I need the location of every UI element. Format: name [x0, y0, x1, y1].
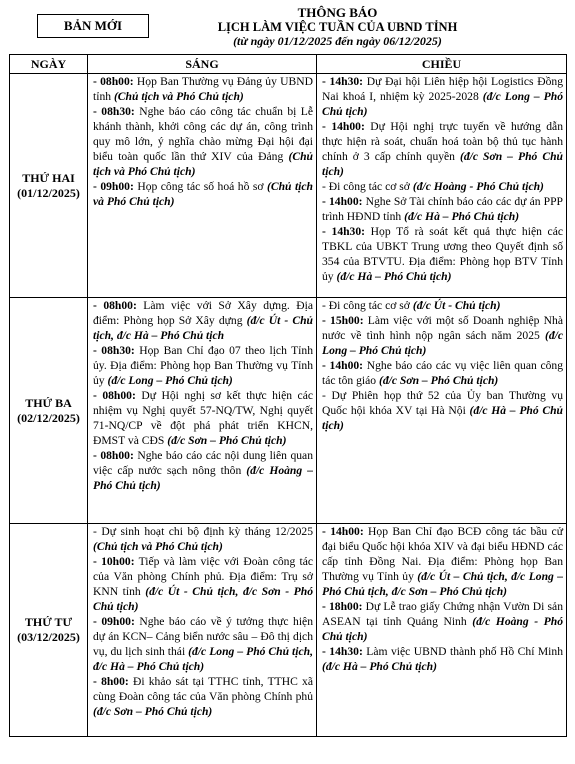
schedule-entry	[93, 614, 313, 674]
morning-cell	[88, 524, 317, 737]
schedule-entry	[93, 104, 313, 179]
new-version-badge: BẢN MỚI	[37, 14, 149, 38]
entry-attendees: (đ/c Út - Chủ tịch)	[412, 299, 501, 312]
document-title-block	[150, 6, 525, 48]
schedule-entry	[322, 224, 563, 284]
entry-time: - 08h00:	[93, 449, 134, 462]
entry-text: Dự Hội nghị sơ kết thực hiện các nhiệm vụ Nghị quyết 57-NQ/TW, Nghị quyết 71-NQ/CP về đột phá phát triển KHCN, ĐMST và CĐS	[93, 389, 313, 447]
entry-text: Nghe báo cáo các vụ việc liên quan công tác tôn giáo	[322, 359, 563, 387]
entry-attendees: (đ/c Út - Chủ tịch, đ/c Sơn - Phó Chủ tịch)	[93, 585, 314, 613]
document-subtitle: LỊCH LÀM VIỆC TUẦN CỦA UBND TỈNH	[217, 20, 458, 34]
schedule-entry	[93, 343, 313, 388]
entry-text: Dự Hội nghị trực tuyến về hướng dẫn thực hiện rà soát, chuẩn hoá toàn bộ thủ tục hành chính ở 3 cấp chính quyền	[322, 120, 563, 163]
day-name: THỨ TƯ	[24, 615, 73, 629]
entry-text: Đi khảo sát tại TTHC tỉnh, TTHC xã cùng Đoàn công tác của Văn phòng Chính phủ	[93, 675, 313, 703]
afternoon-cell	[317, 524, 567, 737]
entry-time: - 14h00:	[322, 195, 363, 208]
entry-time: - 08h30:	[93, 105, 135, 118]
entry-text: Họp Ban Chỉ đạo BCĐ công tác bầu cử đại biểu Quốc hội khóa XIV và đại biểu HĐND các cấp tỉnh Đồng Nai. Địa điểm: Phòng họp Ban Thường vụ Tỉnh ủy	[322, 525, 563, 583]
day-date: (02/12/2025)	[17, 410, 80, 425]
entry-attendees: (đ/c Út - Chủ tịch, đ/c Hà – Phó Chủ tịch	[93, 314, 313, 342]
schedule-entry	[93, 74, 313, 104]
day-name: THỨ BA	[25, 395, 72, 410]
day-cell	[10, 524, 88, 737]
entry-text: Làm việc với Sở Xây dựng. Địa điểm: Phòng họp Sở Xây dựng	[93, 299, 313, 327]
schedule-entry	[322, 179, 563, 194]
entry-time: - 08h00:	[93, 75, 134, 88]
schedule-entry	[93, 179, 313, 209]
entry-attendees: (đ/c Hà – Phó Chủ tịch)	[404, 210, 520, 223]
schedule-entry	[322, 599, 563, 644]
day-date: (03/12/2025)	[17, 630, 80, 644]
entry-time: - 08h00:	[93, 389, 136, 402]
entry-text: Họp Ban Thường vụ Đảng ủy UBND tỉnh	[93, 75, 313, 103]
entry-time: - 14h30:	[322, 645, 363, 658]
column-header-morning: SÁNG	[88, 55, 317, 74]
entry-text: Nghe báo cáo công tác chuẩn bị Lễ khánh thành, khởi công các dự án, công trình quy mô lớn, ý nghĩa chào mừng Đại hội đại biểu toàn quốc lần thứ XIV của Đảng	[93, 105, 313, 163]
entry-attendees: (đ/c Sơn – Phó Chủ tịch)	[93, 705, 213, 718]
entry-attendees: (đ/c Hà – Phó Chủ tịch)	[336, 270, 452, 283]
entry-time: - 09h00:	[93, 615, 135, 628]
document-title: THÔNG BÁO	[297, 5, 378, 20]
schedule-entry	[93, 448, 313, 493]
entry-text: - Đi công tác cơ sở	[322, 180, 413, 193]
afternoon-cell	[317, 298, 567, 524]
entry-time: - 14h00:	[322, 359, 364, 372]
day-date: (01/12/2025)	[17, 185, 80, 200]
entry-attendees: (Chủ tịch và Phó Chủ tịch)	[93, 540, 223, 553]
entry-text: - Đi công tác cơ sở	[322, 299, 413, 312]
entry-text: Nghe báo cáo các nội dung liên quan việc cấp nước sạch nông thôn	[93, 449, 313, 477]
entry-time: - 10h00:	[93, 555, 135, 568]
top-cut-edge	[0, 0, 575, 2]
schedule-body	[10, 74, 567, 737]
entry-attendees: (đ/c Long – Phó Chủ tịch)	[322, 90, 563, 118]
entry-attendees: (đ/c Hà – Phó Chủ tịch)	[322, 404, 563, 432]
schedule-table	[9, 54, 567, 737]
schedule-entry	[322, 358, 563, 388]
date-range: (từ ngày 01/12/2025 đến ngày 06/12/2025)	[233, 34, 442, 48]
entry-text: Làm việc với một số Doanh nghiệp Nhà nước về tình hình nộp ngân sách năm 2025	[322, 314, 563, 342]
entry-attendees: (đ/c Sơn – Phó Chủ tịch)	[322, 150, 563, 178]
schedule-entry	[322, 119, 563, 179]
morning-cell	[88, 298, 317, 524]
schedule-entry	[93, 298, 313, 343]
entry-attendees: (Chủ tịch và Phó Chủ tịch)	[113, 90, 244, 103]
entry-text: Họp Tổ rà soát kết quả thực hiện các TBKL của UBKT Trung ương theo Quyết định số 354 của BTVTU. Địa điểm: Phòng họp BTV Tỉnh ủy	[322, 225, 563, 283]
entry-text: Tiếp và làm việc với Đoàn công tác của Văn phòng Chính phủ. Địa điểm: Trụ sở KNN tỉnh	[93, 555, 313, 598]
entry-attendees: (đ/c Hoàng - Phó Chủ tịch)	[322, 615, 563, 643]
entry-attendees: (Chủ tịch và Phó Chủ tịch)	[93, 180, 313, 208]
entry-time: - 15h00:	[322, 314, 364, 327]
table-row	[10, 524, 567, 737]
entry-text: Dự Lễ trao giấy Chứng nhận Vườn Di sản ASEAN tại tỉnh Quảng Ninh	[322, 600, 563, 628]
schedule-entry	[322, 644, 563, 674]
entry-text: - Dự sinh hoạt chi bộ định kỳ tháng 12/2025	[93, 525, 313, 538]
day-cell	[10, 298, 88, 524]
schedule-entry	[322, 313, 563, 358]
entry-attendees: (đ/c Hà – Phó Chủ tịch)	[322, 660, 437, 673]
entry-text: Họp công tác số hoá hồ sơ	[133, 180, 267, 193]
entry-text: - Dự Phiên họp thứ 52 của Ủy ban Thường vụ Quốc hội khóa XV tại Hà Nội	[322, 389, 563, 417]
entry-time: - 14h30:	[322, 75, 364, 88]
entry-attendees: (đ/c Sơn – Phó Chủ tịch)	[167, 434, 287, 447]
entry-text: Dự Đại hội Liên hiệp hội Logistics Đồng Nai khoá I, nhiệm kỳ 2025-2028	[322, 75, 563, 103]
entry-attendees: (đ/c Hoàng - Phó Chủ tịch)	[412, 180, 544, 193]
table-row	[10, 298, 567, 524]
entry-text: Nghe Sở Tài chính báo cáo các dự án PPP trình HĐND tỉnh	[322, 195, 563, 223]
schedule-entry	[93, 388, 313, 448]
afternoon-cell	[317, 74, 567, 298]
schedule-entry	[93, 524, 313, 554]
day-cell	[10, 74, 88, 298]
entry-time: - 14h30:	[322, 225, 366, 238]
entry-attendees: (đ/c Hoàng – Phó Chủ tịch)	[93, 464, 313, 492]
schedule-entry	[322, 74, 563, 119]
entry-time: - 18h00:	[322, 600, 363, 613]
table-header-row	[10, 55, 567, 74]
column-header-day: NGÀY	[10, 55, 88, 74]
morning-cell	[88, 74, 317, 298]
entry-time: - 14h00:	[322, 525, 364, 538]
entry-text: Nghe báo cáo về ý tưởng thực hiện dự án KCN– Cảng biển nước sâu – Đô thị dịch vụ, du lịch sinh thái	[93, 615, 313, 658]
entry-text: Họp Ban Chỉ đạo 07 theo lịch Tỉnh ủy. Địa điểm: Phòng họp Ban Thường vụ Tỉnh ủy	[93, 344, 313, 387]
table-row	[10, 74, 567, 298]
schedule-entry	[322, 524, 563, 599]
schedule-entry	[93, 554, 313, 614]
entry-attendees: (đ/c Út – Chủ tịch, đ/c Long – Phó Chủ tịch, đ/c Sơn – Phó Chủ tịch)	[322, 570, 563, 598]
entry-attendees: (đ/c Long – Phó Chủ tịch)	[107, 374, 233, 387]
entry-time: - 09h00:	[93, 180, 134, 193]
entry-time: - 14h00:	[322, 120, 365, 133]
column-header-afternoon: CHIỀU	[317, 55, 567, 74]
entry-attendees: (Chủ tịch và Phó Chủ tịch)	[93, 150, 313, 178]
entry-attendees: (đ/c Long – Phó Chủ tịch, đ/c Hà – Phó Chủ tịch)	[93, 645, 313, 673]
entry-time: - 08h30:	[93, 344, 135, 357]
entry-time: - 8h00:	[93, 675, 129, 688]
schedule-entry	[322, 194, 563, 224]
schedule-entry	[322, 388, 563, 433]
entry-time: - 08h00:	[93, 299, 137, 312]
schedule-entry	[93, 674, 313, 719]
day-name: THỨ HAI	[22, 170, 75, 185]
entry-text: Làm việc UBND thành phố Hồ Chí Minh	[362, 645, 563, 658]
schedule-entry	[322, 298, 563, 313]
entry-attendees: (đ/c Long – Phó Chủ tịch)	[322, 329, 563, 357]
entry-attendees: (đ/c Sơn – Phó Chủ tịch)	[378, 374, 499, 387]
